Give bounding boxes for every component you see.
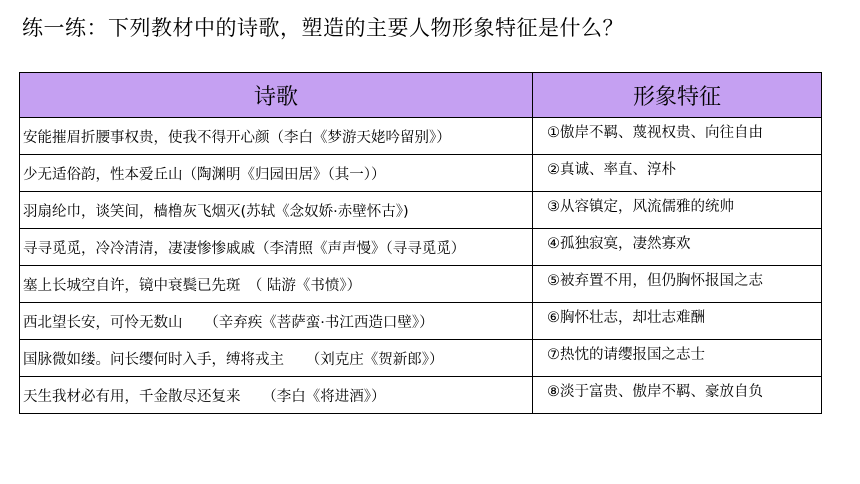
poem-cell: 西北望长安，可怜无数山 （辛弃疾《菩萨蛮·书江西造口壁》） [20, 303, 533, 340]
table-row [20, 377, 822, 414]
poem-cell: 国脉微如缕。问长缨何时入手，缚将戎主 （刘克庄《贺新郎》） [20, 340, 533, 377]
table-row [20, 155, 822, 192]
exercise-title: 练一练：下列教材中的诗歌，塑造的主要人物形象特征是什么？ [22, 16, 624, 40]
trait-cell: ⑦热忱的请缨报国之志士 [533, 340, 822, 377]
table-row [20, 340, 822, 377]
trait-cell: ②真诚、率直、淳朴 [533, 155, 822, 192]
table-row [20, 192, 822, 229]
table-row [20, 303, 822, 340]
table-row [20, 118, 822, 155]
poem-cell: 少无适俗韵，性本爱丘山（陶渊明《归园田居》（其一）） [20, 155, 533, 192]
trait-cell: ⑥胸怀壮志，却壮志难酬 [533, 303, 822, 340]
poem-cell: 塞上长城空自许，镜中衰鬓已先斑 （ 陆游《书愤》） [20, 266, 533, 303]
trait-cell: ①傲岸不羁、蔑视权贵、向往自由 [533, 118, 822, 155]
trait-cell: ⑧淡于富贵、傲岸不羁、豪放自负 [533, 377, 822, 414]
header-trait: 形象特征 [533, 73, 822, 118]
table-row [20, 266, 822, 303]
poem-cell: 安能摧眉折腰事权贵，使我不得开心颜（李白《梦游天姥吟留别》） [20, 118, 533, 155]
trait-cell: ⑤被弃置不用，但仍胸怀报国之志 [533, 266, 822, 303]
table-row [20, 229, 822, 266]
header-poem: 诗歌 [20, 73, 533, 118]
poem-cell: 寻寻觅觅，冷冷清清，凄凄惨惨戚戚（李清照《声声慢》（寻寻觅觅） [20, 229, 533, 266]
trait-cell: ③从容镇定，风流儒雅的统帅 [533, 192, 822, 229]
poem-cell: 天生我材必有用，千金散尽还复来 （李白《将进酒》） [20, 377, 533, 414]
poem-table [19, 72, 822, 414]
trait-cell: ④孤独寂寞，凄然寡欢 [533, 229, 822, 266]
table-header-row [20, 73, 822, 118]
poem-cell: 羽扇纶巾，谈笑间，樯橹灰飞烟灭(苏轼《念奴娇·赤壁怀古》) [20, 192, 533, 229]
